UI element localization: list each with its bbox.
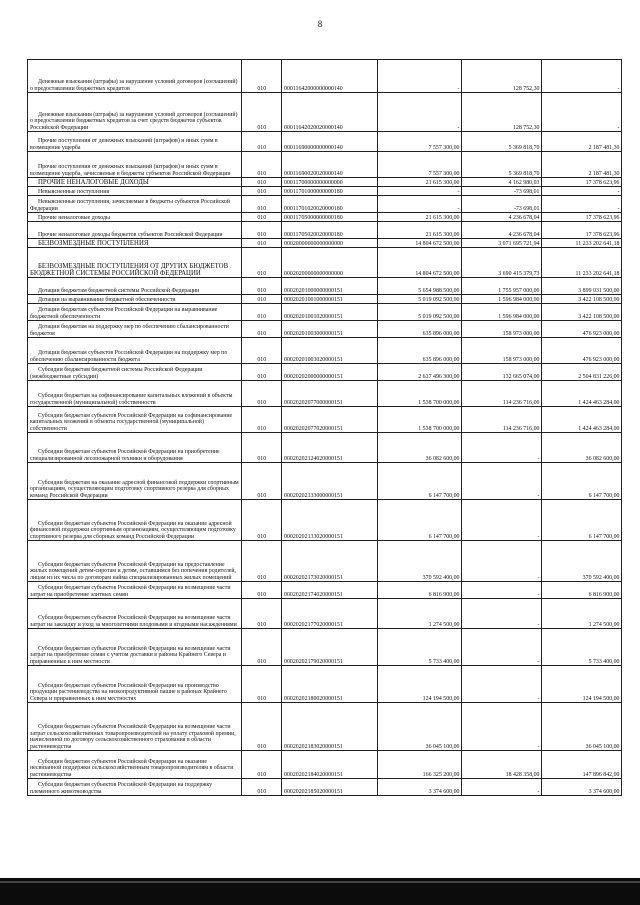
- row-approved-amount: 1 538 700 000,00: [378, 407, 462, 433]
- row-executed-amount: 5 369 818,70: [462, 132, 542, 152]
- row-executed-amount: 1 596 984 000,00: [462, 304, 542, 321]
- row-name: ПРОЧИЕ НЕНАЛОГОВЫЕ ДОХОДЫ: [28, 178, 242, 187]
- table-row: [28, 338, 622, 364]
- row-executed-amount: -: [462, 433, 542, 463]
- table-row: [28, 666, 622, 703]
- row-executed-amount: 1 596 984 000,00: [462, 295, 542, 304]
- row-name: Субсидии бюджетам субъектов Российской Федерации на софинансирование капитальных вложений в объекты государственной (муниципальной) собственности: [28, 407, 242, 433]
- table-row: [28, 60, 622, 93]
- table-row: [28, 381, 622, 407]
- row-unexecuted-amount: 147 896 842,00: [542, 751, 622, 779]
- row-unexecuted-amount: 17 378 623,96: [542, 213, 622, 222]
- row-name: Дотации бюджетам бюджетной системы Российской Федерации: [28, 278, 242, 295]
- row-unexecuted-amount: 17 378 623,96: [542, 178, 622, 187]
- row-income-code: 00020202180020000151: [282, 666, 378, 703]
- table-row: [28, 93, 622, 132]
- row-line-code: 010: [242, 364, 282, 381]
- row-name: БЕЗВОЗМЕЗДНЫЕ ПОСТУПЛЕНИЯ ОТ ДРУГИХ БЮДЖЕТОВ БЮДЖЕТНОЙ СИСТЕМЫ РОССИЙСКОЙ ФЕДЕРАЦИИ: [28, 248, 242, 278]
- row-income-code: 00020202177020000151: [282, 599, 378, 629]
- row-unexecuted-amount: 3 422 108 500,00: [542, 295, 622, 304]
- row-executed-amount: 128 752,30: [462, 93, 542, 132]
- row-approved-amount: 3 374 600,00: [378, 779, 462, 796]
- row-approved-amount: 6 147 700,00: [378, 463, 462, 500]
- row-approved-amount: -: [378, 187, 462, 196]
- row-approved-amount: 1 538 700 000,00: [378, 381, 462, 407]
- row-executed-amount: -: [462, 541, 542, 582]
- row-income-code: 00011700000000000000: [282, 178, 378, 187]
- row-line-code: 010: [242, 381, 282, 407]
- row-name: Денежные взыскания (штрафы) за нарушение условий договоров (соглашений) о предоставлении бюджетных кредитов за счет средств бюджетов субъектов Российской Федерации: [28, 93, 242, 132]
- row-name: Субсидии бюджетам на оказание адресной финансовой поддержки спортивным организациям, осуществляющим подготовку спортивного резерва для сборных команд Российской Федерации: [28, 463, 242, 500]
- row-line-code: 010: [242, 152, 282, 178]
- row-line-code: 010: [242, 407, 282, 433]
- row-line-code: 010: [242, 295, 282, 304]
- row-approved-amount: 5 733 400,00: [378, 629, 462, 666]
- row-executed-amount: 3 071 695 721,94: [462, 239, 542, 248]
- row-line-code: 010: [242, 187, 282, 196]
- table-row: [28, 407, 622, 433]
- row-line-code: 010: [242, 213, 282, 222]
- row-unexecuted-amount: 476 923 000,00: [542, 338, 622, 364]
- table-row: [28, 599, 622, 629]
- row-approved-amount: 166 325 200,00: [378, 751, 462, 779]
- row-unexecuted-amount: 1 274 500,00: [542, 599, 622, 629]
- row-executed-amount: 158 973 000,00: [462, 338, 542, 364]
- row-executed-amount: 18 428 358,00: [462, 751, 542, 779]
- row-income-code: 00020202124020000151: [282, 433, 378, 463]
- table-row: [28, 321, 622, 338]
- row-income-code: 00011642000000000140: [282, 60, 378, 93]
- row-name: Дотации бюджетам субъектов Российской Федерации на выравнивание бюджетной обеспеченности: [28, 304, 242, 321]
- row-unexecuted-amount: 124 194 500,00: [542, 666, 622, 703]
- row-unexecuted-amount: 1 424 463 284,00: [542, 407, 622, 433]
- row-approved-amount: 2 637 496 300,00: [378, 364, 462, 381]
- row-line-code: 010: [242, 666, 282, 703]
- row-executed-amount: 132 665 074,00: [462, 364, 542, 381]
- row-name: Денежные взыскания (штрафы) за нарушение условий договоров (соглашений) о предоставлении бюджетных кредитов: [28, 60, 242, 93]
- row-executed-amount: 5 369 818,70: [462, 152, 542, 178]
- row-executed-amount: 4 236 678,04: [462, 213, 542, 222]
- table-row: [28, 248, 622, 278]
- row-income-code: 00020201003000000151: [282, 321, 378, 338]
- table-row: [28, 222, 622, 239]
- row-income-code: 00011705020020000180: [282, 222, 378, 239]
- table-row: [28, 295, 622, 304]
- row-income-code: 00011690000000000140: [282, 132, 378, 152]
- row-approved-amount: 36 082 600,00: [378, 433, 462, 463]
- row-approved-amount: 6 147 700,00: [378, 500, 462, 541]
- row-name: Субсидии бюджетам субъектов Российской Федерации на оказание несвязанной поддержки сельскохозяйственным товаропроизводителям в области растениеводства: [28, 751, 242, 779]
- row-income-code: 00020201000000000151: [282, 278, 378, 295]
- row-name: Прочие поступления от денежных взысканий (штрафов) и иных сумм в возмещение ущерба: [28, 132, 242, 152]
- row-executed-amount: -: [462, 500, 542, 541]
- row-approved-amount: 14 804 672 500,00: [378, 239, 462, 248]
- row-approved-amount: 36 045 100,00: [378, 703, 462, 751]
- row-income-code: 00020201001020000151: [282, 304, 378, 321]
- row-name: Прочие неналоговые доходы бюджетов субъектов Российской Федерации: [28, 222, 242, 239]
- row-income-code: 00011701020020000180: [282, 196, 378, 213]
- row-line-code: 010: [242, 196, 282, 213]
- row-income-code: 00020202173020000151: [282, 541, 378, 582]
- row-line-code: 010: [242, 500, 282, 541]
- table-row: [28, 779, 622, 796]
- table-row: [28, 196, 622, 213]
- row-line-code: 010: [242, 222, 282, 239]
- row-line-code: 010: [242, 629, 282, 666]
- row-income-code: 00020202174020000151: [282, 582, 378, 599]
- row-income-code: 00020200000000000000: [282, 248, 378, 278]
- row-executed-amount: -: [462, 463, 542, 500]
- row-line-code: 010: [242, 779, 282, 796]
- row-income-code: 00020000000000000000: [282, 239, 378, 248]
- row-name: Субсидии бюджетам субъектов Российской Федерации на поддержку племенного животноводства: [28, 779, 242, 796]
- row-line-code: 010: [242, 703, 282, 751]
- row-unexecuted-amount: 36 045 100,00: [542, 703, 622, 751]
- scan-bottom-edge: [0, 878, 640, 905]
- row-name: Субсидии бюджетам на софинансирование капитальных вложений в объекты государственной (муниципальной) собственности: [28, 381, 242, 407]
- row-approved-amount: 5 019 092 500,00: [378, 295, 462, 304]
- row-name: Субсидии бюджетам субъектов Российской Федерации на предоставление жилых помещений детям-сиротам и детям, оставшимся без попечения родителей, лицам из их числа по договорам найма специализированных жилых помещений: [28, 541, 242, 582]
- row-line-code: 010: [242, 239, 282, 248]
- row-name: Дотации на выравнивание бюджетной обеспеченности: [28, 295, 242, 304]
- budget-execution-table: [27, 59, 622, 796]
- row-line-code: 010: [242, 338, 282, 364]
- row-approved-amount: 6 816 900,00: [378, 582, 462, 599]
- row-income-code: 00011690020020000140: [282, 152, 378, 178]
- row-unexecuted-amount: 11 233 202 641,18: [542, 248, 622, 278]
- row-approved-amount: 7 557 300,00: [378, 152, 462, 178]
- row-approved-amount: -: [378, 60, 462, 93]
- row-income-code: 00020202184020000151: [282, 751, 378, 779]
- row-name: Субсидии бюджетам бюджетной системы Российской Федерации (межбюджетные субсидии): [28, 364, 242, 381]
- row-approved-amount: 21 615 300,00: [378, 213, 462, 222]
- row-unexecuted-amount: 370 592 400,00: [542, 541, 622, 582]
- row-unexecuted-amount: -: [542, 93, 622, 132]
- page-number: 8: [317, 19, 323, 29]
- table-row: [28, 500, 622, 541]
- row-approved-amount: 7 557 300,00: [378, 132, 462, 152]
- row-executed-amount: -73 698,01: [462, 187, 542, 196]
- row-income-code: 00020202133000000151: [282, 463, 378, 500]
- row-executed-amount: 4 236 678,04: [462, 222, 542, 239]
- table-row: [28, 751, 622, 779]
- row-unexecuted-amount: -: [542, 60, 622, 93]
- row-unexecuted-amount: 6 147 700,00: [542, 463, 622, 500]
- row-approved-amount: 370 592 400,00: [378, 541, 462, 582]
- row-income-code: 00020201003020000151: [282, 338, 378, 364]
- row-name: Прочие неналоговые доходы: [28, 213, 242, 222]
- table-row: [28, 152, 622, 178]
- row-name: Субсидии бюджетам субъектов Российской Федерации на производство продукции растениеводства на низкопродуктивной пашне в районах Крайнего Севера и приравненных к ним местностях: [28, 666, 242, 703]
- row-income-code: 00020202000000000151: [282, 364, 378, 381]
- row-income-code: 00020202133020000151: [282, 500, 378, 541]
- row-line-code: 010: [242, 463, 282, 500]
- row-line-code: 010: [242, 132, 282, 152]
- row-approved-amount: 124 194 500,00: [378, 666, 462, 703]
- row-line-code: 010: [242, 60, 282, 93]
- row-line-code: 010: [242, 541, 282, 582]
- row-unexecuted-amount: 5 733 400,00: [542, 629, 622, 666]
- row-executed-amount: 4 162 980,03: [462, 178, 542, 187]
- table-row: [28, 364, 622, 381]
- row-unexecuted-amount: 1 424 463 284,00: [542, 381, 622, 407]
- row-income-code: 00020202185020000151: [282, 779, 378, 796]
- row-executed-amount: -73 698,01: [462, 196, 542, 213]
- row-name: БЕЗВОЗМЕЗДНЫЕ ПОСТУПЛЕНИЯ: [28, 239, 242, 248]
- row-unexecuted-amount: 2 187 481,30: [542, 152, 622, 178]
- row-name: Субсидии бюджетам субъектов Российской Федерации на возмещение части затрат на закладку и уход за многолетними плодовыми и ягодными насаждениями: [28, 599, 242, 629]
- table-row: [28, 178, 622, 187]
- row-approved-amount: 5 654 988 500,00: [378, 278, 462, 295]
- row-line-code: 010: [242, 582, 282, 599]
- row-executed-amount: -: [462, 599, 542, 629]
- row-income-code: 00011642020020000140: [282, 93, 378, 132]
- row-executed-amount: -: [462, 629, 542, 666]
- row-name: Невыясненные поступления: [28, 187, 242, 196]
- row-executed-amount: -: [462, 703, 542, 751]
- row-line-code: 010: [242, 599, 282, 629]
- row-name: Прочие поступления от денежных взысканий (штрафов) и иных сумм в возмещение ущерба, зачисляемые в бюджеты субъектов Российской Федерации: [28, 152, 242, 178]
- row-executed-amount: 1 755 957 000,00: [462, 278, 542, 295]
- row-executed-amount: -: [462, 779, 542, 796]
- table-row: [28, 187, 622, 196]
- table-row: [28, 582, 622, 599]
- row-income-code: 00020202183020000151: [282, 703, 378, 751]
- row-unexecuted-amount: 17 378 623,96: [542, 222, 622, 239]
- row-unexecuted-amount: -: [542, 196, 622, 213]
- row-unexecuted-amount: 36 082 600,00: [542, 433, 622, 463]
- row-income-code: 00020202077000000151: [282, 381, 378, 407]
- table-row: [28, 239, 622, 248]
- row-unexecuted-amount: 2 187 481,30: [542, 132, 622, 152]
- row-line-code: 010: [242, 321, 282, 338]
- row-unexecuted-amount: 3 422 108 500,00: [542, 304, 622, 321]
- row-name: Субсидии бюджетам субъектов Российской Федерации на оказание адресной финансовой поддержки спортивным организациям, осуществляющим подготовку спортивного резерва для сборных команд Российской Федерации: [28, 500, 242, 541]
- row-approved-amount: 14 804 672 500,00: [378, 248, 462, 278]
- row-executed-amount: -: [462, 666, 542, 703]
- table-row: [28, 629, 622, 666]
- table-row: [28, 278, 622, 295]
- row-approved-amount: 5 019 092 500,00: [378, 304, 462, 321]
- row-line-code: 010: [242, 248, 282, 278]
- row-unexecuted-amount: 3 374 600,00: [542, 779, 622, 796]
- row-executed-amount: 3 690 415 379,73: [462, 248, 542, 278]
- row-approved-amount: 21 615 300,00: [378, 222, 462, 239]
- table-row: [28, 132, 622, 152]
- row-name: Субсидии бюджетам субъектов Российской Федерации на возмещение части затрат на приобретение элитных семян: [28, 582, 242, 599]
- row-executed-amount: 158 973 000,00: [462, 321, 542, 338]
- row-name: Невыясненные поступления, зачисляемые в бюджеты субъектов Российской Федерации: [28, 196, 242, 213]
- row-approved-amount: 635 896 000,00: [378, 338, 462, 364]
- row-unexecuted-amount: 3 899 031 500,00: [542, 278, 622, 295]
- row-income-code: 00020201001000000151: [282, 295, 378, 304]
- row-income-code: 00020202077020000151: [282, 407, 378, 433]
- table-row: [28, 541, 622, 582]
- row-executed-amount: 114 236 716,00: [462, 381, 542, 407]
- table-row: [28, 703, 622, 751]
- row-name: Дотации бюджетам на поддержку мер по обеспечению сбалансированности бюджетов: [28, 321, 242, 338]
- row-line-code: 010: [242, 304, 282, 321]
- table-row: [28, 433, 622, 463]
- row-name: Дотации бюджетам субъектов Российской Федерации на поддержку мер по обеспечению сбалансированности бюджета: [28, 338, 242, 364]
- row-unexecuted-amount: -: [542, 187, 622, 196]
- row-line-code: 010: [242, 278, 282, 295]
- row-approved-amount: -: [378, 196, 462, 213]
- row-approved-amount: 635 896 000,00: [378, 321, 462, 338]
- row-approved-amount: 1 274 500,00: [378, 599, 462, 629]
- row-executed-amount: 128 752,30: [462, 60, 542, 93]
- row-name: Субсидии бюджетам субъектов Российской Федерации на возмещение части затрат на приобретение семян с учетом доставки в районы Крайнего Севера и приравненные к ним местности: [28, 629, 242, 666]
- row-unexecuted-amount: 6 816 900,00: [542, 582, 622, 599]
- row-line-code: 010: [242, 433, 282, 463]
- row-income-code: 00011705000000000180: [282, 213, 378, 222]
- row-income-code: 00011701000000000180: [282, 187, 378, 196]
- table-row: [28, 304, 622, 321]
- row-executed-amount: -: [462, 582, 542, 599]
- row-line-code: 010: [242, 178, 282, 187]
- row-line-code: 010: [242, 751, 282, 779]
- row-line-code: 010: [242, 93, 282, 132]
- row-unexecuted-amount: 11 233 202 641,18: [542, 239, 622, 248]
- row-executed-amount: 114 236 716,00: [462, 407, 542, 433]
- table-row: [28, 213, 622, 222]
- row-unexecuted-amount: 476 923 000,00: [542, 321, 622, 338]
- row-income-code: 00020202179020000151: [282, 629, 378, 666]
- row-approved-amount: 21 615 300,00: [378, 178, 462, 187]
- table-row: [28, 463, 622, 500]
- row-name: Субсидии бюджетам субъектов Российской Федерации на возмещение части затрат сельскохозяйственных товаропроизводителей на уплату страховой премии, начисленной по договору сельскохозяйственного страхования в области растениеводства: [28, 703, 242, 751]
- row-unexecuted-amount: 6 147 700,00: [542, 500, 622, 541]
- row-name: Субсидии бюджетам субъектов Российской Федерации на приобретение специализированной лесопожарной техники и оборудования: [28, 433, 242, 463]
- row-approved-amount: -: [378, 93, 462, 132]
- row-unexecuted-amount: 2 504 831 226,00: [542, 364, 622, 381]
